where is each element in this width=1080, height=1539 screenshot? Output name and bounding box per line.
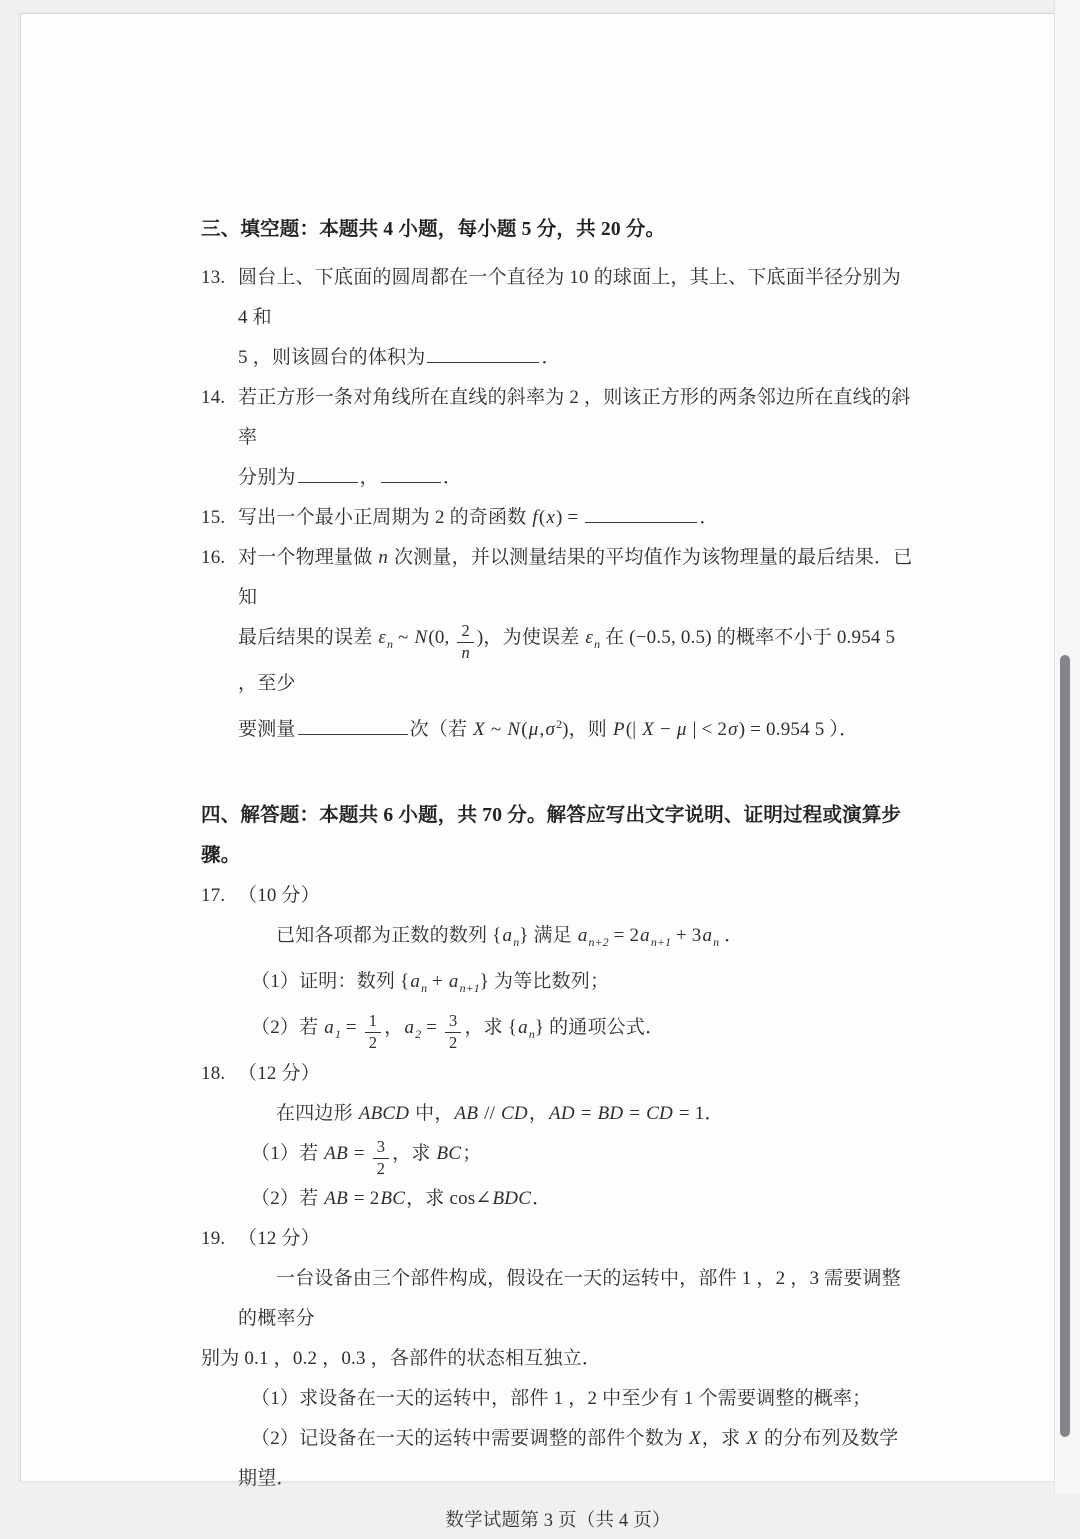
text-segment: ~ <box>393 627 414 648</box>
math-variable: N <box>507 719 521 740</box>
text-segment: ； <box>462 1143 482 1164</box>
question-line <box>238 258 915 338</box>
text-segment: 在四边形 <box>276 1103 358 1124</box>
text-segment: } 的通项公式． <box>534 1017 665 1038</box>
question-line <box>238 1179 915 1219</box>
math-variable: X <box>689 1427 701 1449</box>
question-body <box>238 498 915 538</box>
text-segment: ) = 0.954 5 ）． <box>738 719 859 740</box>
text-segment: (0, <box>428 627 455 648</box>
math-variable: a <box>702 925 713 946</box>
text-segment: 若正方形一条对角线所在直线的斜率为 2 ，则该正方形的两条邻边所在直线的斜率 <box>238 387 911 448</box>
question-17 <box>201 876 915 1054</box>
question-line <box>238 1134 915 1179</box>
fraction-numerator: 3 <box>448 1011 458 1031</box>
question-line <box>238 1054 915 1094</box>
math-subscript: n <box>528 1027 535 1041</box>
question-line <box>238 1379 915 1419</box>
math-variable: X <box>473 719 485 740</box>
text-segment: （12 分） <box>238 1063 320 1084</box>
math-variable: σ <box>545 719 556 740</box>
text-segment: = <box>575 1103 597 1124</box>
text-segment: ， <box>359 467 379 488</box>
text-segment: （2）若 <box>251 1187 324 1209</box>
answer-blank <box>427 343 539 363</box>
section-questions <box>201 258 915 750</box>
math-variable: BC <box>380 1187 406 1209</box>
math-subscript: 1 <box>334 1027 341 1041</box>
question-body <box>238 378 915 498</box>
text-segment: )，则 <box>562 719 612 740</box>
math-variable: ε <box>585 627 594 648</box>
text-segment: 最后结果的误差 <box>238 627 378 648</box>
question-line <box>238 458 915 498</box>
math-variable: f <box>532 507 538 528</box>
text-segment: 次测量，并以测量结果的平均值作为该物理量的最后结果．已知 <box>238 547 913 608</box>
math-subscript: 2 <box>415 1027 422 1041</box>
question-16 <box>201 538 915 750</box>
math-variable: a <box>448 971 459 992</box>
fraction-denominator: n <box>457 642 473 663</box>
question-number: 14. <box>201 387 226 408</box>
math-variable: n <box>378 547 389 568</box>
question-line <box>238 962 915 1008</box>
text-segment: 的分布列及数学期望． <box>238 1427 899 1489</box>
text-segment: （2）记设备在一天的运转中需要调整的部件个数为 <box>251 1427 689 1449</box>
text-segment: 在 (−0.5, 0.5) 的概率不小于 0.954 5 ，至少 <box>238 627 896 694</box>
math-variable: X <box>642 719 655 740</box>
text-segment: 别为 0.1 ，0.2 ，0.3 ，各部件的状态相互独立． <box>201 1347 602 1369</box>
math-variable: BD <box>597 1103 624 1124</box>
math-variable: AB <box>324 1187 348 1209</box>
text-segment: + <box>427 971 448 992</box>
math-subscript: n+2 <box>588 935 609 949</box>
math-variable: CD <box>646 1103 673 1124</box>
question-number: 16. <box>201 547 226 568</box>
fraction-denominator: 2 <box>373 1158 389 1179</box>
text-segment: ) = <box>556 507 584 528</box>
math-fraction <box>457 622 473 663</box>
math-variable: a <box>404 1017 415 1038</box>
text-segment: = <box>348 1143 370 1164</box>
question-body <box>238 876 915 1054</box>
section-heading: 三、填空题：本题共 4 小题，每小题 5 分，共 20 分。 <box>201 219 666 240</box>
question-line <box>238 498 915 538</box>
question-line <box>201 1339 915 1379</box>
text-segment: − <box>655 719 676 740</box>
text-segment: = <box>421 1017 442 1038</box>
text-segment: （1）证明：数列 { <box>251 971 410 992</box>
question-line <box>238 1419 915 1499</box>
math-variable: AB <box>454 1103 479 1124</box>
question-body <box>238 538 915 750</box>
math-variable: a <box>502 925 513 946</box>
math-variable: X <box>746 1427 759 1449</box>
question-line <box>238 1094 915 1134</box>
math-variable: CD <box>501 1103 528 1124</box>
math-variable: AD <box>549 1103 575 1124</box>
question-line <box>238 704 915 750</box>
exam-content <box>201 210 915 1539</box>
math-variable: a <box>640 925 650 946</box>
text-segment: = 1． <box>673 1103 724 1124</box>
fraction-numerator: 2 <box>461 621 470 641</box>
math-variable: BDC <box>492 1187 532 1209</box>
question-body <box>238 258 915 378</box>
text-segment: + 3 <box>670 925 702 946</box>
math-fraction <box>365 1012 381 1053</box>
text-segment: ，求 <box>701 1427 746 1449</box>
text-segment: ，求 <box>392 1143 436 1164</box>
text-segment: （1）若 <box>251 1143 324 1164</box>
text-segment: 要测量 <box>238 719 296 740</box>
math-fraction <box>445 1012 461 1053</box>
fraction-denominator: 2 <box>365 1032 381 1053</box>
scrollbar-thumb[interactable] <box>1060 655 1070 1437</box>
text-segment: 次（若 <box>409 719 473 740</box>
question-number: 19. <box>201 1227 226 1249</box>
text-segment: ，求 cos∠ <box>406 1187 492 1209</box>
answer-blank <box>298 463 358 483</box>
text-segment: 对一个物理量做 <box>238 547 378 568</box>
text-segment: } 为等比数列； <box>479 971 610 992</box>
text-segment: （1）求设备在一天的运转中，部件 1 ，2 中至少有 1 个需要调整的概率； <box>251 1387 872 1409</box>
text-segment: , <box>539 719 545 740</box>
question-19 <box>201 1219 915 1499</box>
fraction-numerator: 1 <box>368 1011 378 1031</box>
math-subscript: n <box>713 935 720 949</box>
text-segment: （10 分） <box>238 885 320 906</box>
section-free-response <box>201 796 915 1499</box>
math-variable: P <box>612 719 625 740</box>
text-segment: ． <box>442 467 463 488</box>
section-questions <box>201 876 915 1499</box>
question-18 <box>201 1054 915 1219</box>
math-variable: a <box>518 1017 528 1038</box>
text-segment: ． <box>532 1187 552 1209</box>
question-line <box>238 538 915 618</box>
text-segment: = 2 <box>608 925 640 946</box>
question-line <box>238 1219 915 1259</box>
text-segment: // <box>479 1103 501 1124</box>
math-subscript: n <box>421 981 428 995</box>
question-number: 13. <box>201 267 226 288</box>
text-segment: = 2 <box>348 1187 380 1209</box>
math-variable: μ <box>676 719 687 740</box>
math-variable: N <box>414 627 428 648</box>
math-subscript: n <box>513 935 520 949</box>
text-segment: ， <box>528 1103 549 1124</box>
question-line <box>238 618 915 704</box>
text-segment: = <box>624 1103 646 1124</box>
math-variable: AB <box>324 1143 348 1164</box>
question-line <box>238 1259 915 1339</box>
answer-blank <box>381 463 441 483</box>
text-segment: ． <box>699 507 719 528</box>
math-variable: ABCD <box>358 1103 410 1124</box>
math-variable: a <box>324 1017 334 1038</box>
question-15 <box>201 498 915 538</box>
text-segment: } 满足 <box>519 925 577 946</box>
scrollbar-track[interactable] <box>1054 0 1080 1494</box>
question-number: 17. <box>201 885 226 906</box>
text-segment: ( <box>538 507 546 528</box>
math-variable: BC <box>436 1143 462 1164</box>
question-number: 18. <box>201 1063 226 1084</box>
question-line <box>238 876 915 916</box>
math-fraction <box>373 1138 389 1179</box>
math-subscript: n <box>594 637 601 651</box>
section-fill-in-blank <box>201 210 915 750</box>
text-segment: )，为使误差 <box>476 627 585 648</box>
text-segment: 5 ，则该圆台的体积为 <box>238 347 426 368</box>
text-segment: = <box>340 1017 362 1038</box>
question-line <box>238 338 915 378</box>
question-line <box>238 1008 915 1054</box>
math-variable: a <box>577 925 588 946</box>
text-segment: ． <box>719 925 744 946</box>
question-13 <box>201 258 915 378</box>
question-number: 15. <box>201 507 226 528</box>
text-segment: 中， <box>410 1103 454 1124</box>
text-segment: ~ <box>485 719 507 740</box>
question-line <box>238 916 915 962</box>
fraction-numerator: 3 <box>376 1137 386 1157</box>
math-subscript: n+1 <box>459 981 480 995</box>
text-segment: ． <box>541 347 561 368</box>
fraction-denominator: 2 <box>445 1032 461 1053</box>
text-segment: ，求 { <box>464 1017 518 1038</box>
text-segment: 分别为 <box>238 467 296 488</box>
text-segment: 圆台上、下底面的圆周都在一个直径为 10 的球面上，其上、下底面半径分别为 4 和 <box>238 267 901 328</box>
section-heading: 四、解答题：本题共 6 小题，共 70 分。解答应写出文字说明、证明过程或演算步骤。 <box>201 805 902 866</box>
math-variable: σ <box>728 719 738 740</box>
question-body <box>238 1054 915 1219</box>
page-footer: 数学试题第 3 页（共 4 页） <box>445 1510 671 1531</box>
text-segment: ( <box>521 719 528 740</box>
text-segment: 已知各项都为正数的数列 { <box>276 925 502 946</box>
math-variable: μ <box>528 719 539 740</box>
text-segment: (| <box>625 719 642 740</box>
text-segment: 写出一个最小正周期为 2 的奇函数 <box>238 507 532 528</box>
document-page <box>20 13 1057 1531</box>
math-subscript: n <box>387 637 394 651</box>
text-segment: | < 2 <box>687 719 728 740</box>
question-14 <box>201 378 915 498</box>
text-segment: 一台设备由三个部件构成，假设在一天的运转中，部件 1 ，2 ，3 需要调整的概率分 <box>238 1267 901 1329</box>
math-variable: ε <box>378 627 387 648</box>
math-superscript: 2 <box>556 717 563 731</box>
math-subscript: n+1 <box>650 935 671 949</box>
question-line <box>238 378 915 458</box>
math-variable: x <box>546 507 556 528</box>
text-segment: （12 分） <box>238 1227 320 1249</box>
answer-blank <box>298 715 408 735</box>
text-segment: ， <box>384 1017 404 1038</box>
math-variable: a <box>410 971 421 992</box>
answer-blank <box>585 503 697 523</box>
text-segment: （2）若 <box>251 1017 324 1038</box>
